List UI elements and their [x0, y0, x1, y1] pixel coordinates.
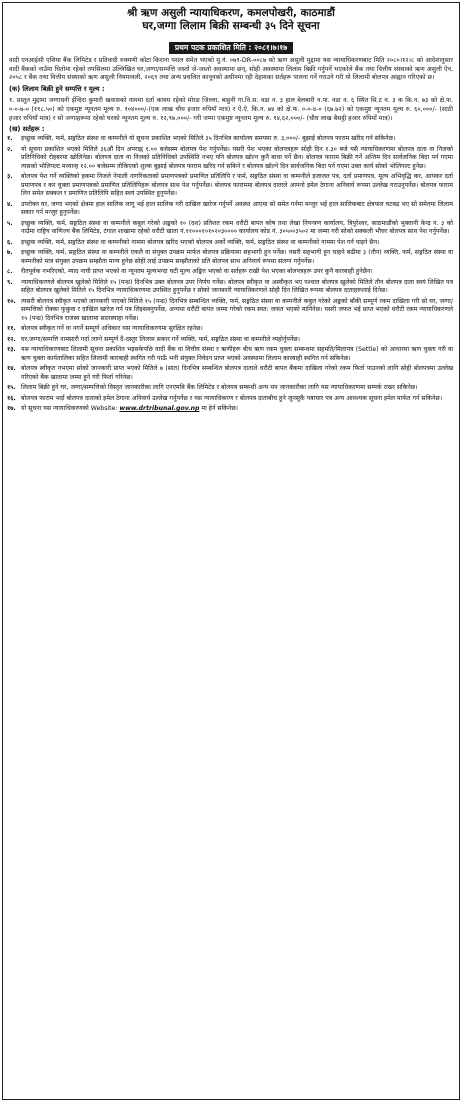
term-item [3, 278, 459, 297]
term-number: १३. [7, 346, 16, 354]
term-item [3, 324, 459, 335]
term-number: ९. [7, 278, 13, 286]
term-item [3, 364, 459, 383]
terms-list [3, 134, 459, 404]
term-number: १६. [7, 394, 16, 402]
term-number: ३. [7, 173, 13, 181]
term-text: त्यसरी बोलपत्र स्वीकृत भएको जानकारी पाएको मितिले १५ (पन्ध्र) दिनभित्र सम्बन्धित व्यक्ति, फर्म, सङ्गठित संस्था वा कम्पनीले कबुल गरेको अङ्कको बाँकी सम्पूर्ण रकम दाखिला गरी सो घर, जग्गा/सम्पत्तिको रोक्का फुकुवा र दाखिल खारेज गर्न पत्र लिइसक्नुपर्नेछ, अन्यथा धरौटी बापत जम्मा गरेको रकम स्वत: जफत भएको मानिनेछ। यसरी जफत भई प्राप्त भएको धरौटी रकम न्यायाधिकरणले १५ (पन्ध्र) दिनभित्र राजस्व खातामा सदरस्याहा गर्नेछ। [21, 297, 453, 322]
term-text: न्यायाधिकरणले बोलपत्र खुलेको मितिले १५ (पन्ध्र) दिनभित्र उक्त बोलपत्र उपर निर्णय गर्नेछ। बोलपत्र स्वीकृत वा अस्वीकृत भए पश्चात बोलपत्र खुलेको मितिले तीन बोलपत्र दाता स्वयं लिखित पत्र सहित बोलपत्र खुलेको मितिले १५ दिनभित्र न्यायाधिकरणमा उपस्थित हुनुपर्नेछ र सोको जानकारी न्यायाधिकरणले सोही दिन लिखित रूपमा बोलपत्र दाताहरूलाई दिनेछ। [21, 278, 453, 295]
term-item [3, 335, 459, 346]
notice-title: घर,जग्गा लिलाम बिक्री सम्बन्धी ३५ दिने सूचना [142, 20, 320, 32]
term-number: ८. [7, 268, 13, 276]
term-text: बोलपत्र स्वीकृत नभएमा सोको जानकारी प्राप्त भएको मितिले ७ (सात) दिनभित्र सम्बन्धित बोलपत्र दाताले धरौटी बापत बैंकमा दाखिला गरेको रकम फिर्ता पाउनको लागि सोही बोलपत्रमा उल्लेख गरिएको बैंक खातामा जम्मा हुने गरी फिर्ता गरिनेछ। [21, 365, 453, 381]
term-number: १५. [7, 384, 16, 392]
term-text: यस न्यायाधिकरणबाट लिलामी सूचना प्रकाशित भइसकेपछि वादी बैंक वा वित्तीय संस्था र ऋणीहरू बीच ऋण रकम चुक्ता सम्बन्धमा सहमति/मिलापत्र (Settle) को आधारमा ऋण चुक्ता गरी वा ऋण चुक्ता कार्यतालिका सहित लिलामी कारबाही स्थगित गरी पाऊँ भनी संयुक्त निवेदन प्राप्त भएको अवस्थामा लिलाम कारबाही स्थगित गर्न सकिनेछ। [21, 346, 453, 362]
website-suffix: मा हेर्न सकिनेछ। [199, 405, 238, 413]
term-number: १२. [7, 335, 16, 343]
publication-date-banner: प्रथम पटक प्रकाशित मिति : २०८१।७।१७ [169, 42, 293, 54]
term-number: ६. [7, 238, 13, 246]
term-number: १०. [7, 297, 16, 305]
term-text: इच्छुक व्यक्ति, फर्म, सङ्गठित संस्था वा कम्पनीले एकलै वा संयुक्त उपक्रम मार्फत बोलपत्र प्रक्रियामा सहभागी हुन पर्नेछ। यसरी सहभागी हुन चाहने बढीमा ३ (तीन) व्यक्ति, फर्म, सङ्गठित संस्था वा कम्पनीको मात्र संयुक्त उपक्रम सम्झौता मान्य हुनेछ सोही लाई उपक्रम सम्झौताको प्रति बोलपत्र साथ अनिवार्य रूपमा संलग्न गर्नुपर्नेछ। [21, 249, 453, 265]
term-item [3, 238, 459, 249]
term-number: ७. [7, 249, 13, 257]
website-prefix: यो सूचना यस न्यायाधिकरणको Website: [21, 405, 120, 413]
term-item [3, 297, 459, 325]
term-text: इच्छुक व्यक्ति, फर्म, सङ्गठित संस्था वा कम्पनीको नाममा बोलपत्र खरिद भएको बोलपत्र अर्को व्यक्ति, फर्म, सङ्गठित संस्था वा कम्पनीको नाममा पेश गर्न पाइने छैन। [21, 238, 380, 246]
property-description: १. प्रस्तुत मुद्दामा जग्गाधनी ईन्दिरा कुमारी खवासको नाममा दर्ता कायम रहेको मोरङ जिल्ला, बाहुनी गा.वि.स. वडा न. ३ हाल बेलबारी न.पा. वडा न. ६ स्थित सि.ट न. ३ क कि.न. ७३ को क्षे.फ. ०-०-७-० (११८.५०) को एकमुष्ट न्यूनतम मूल्य रु. १०४०००/-(एक लाख चौध हजार रुपियाँ मात्र) र ऐ.ऐ. कि.न. ७४ को क्षे.फ. ०-०-४-० (६७.७२) को एकमुष्ट न्यूनतम मूल्य रु. ६०,०००/- (साठी हजार रुपियाँ मात्र) र सो जग्गाहरूमा रहेको घरको न्यूनतम मूल्य रु. १२,९७,०००/- गरी जम्मा एकमुष्ट न्यूनतम मूल्य रु. १४,६२,०००/- (चौध लाख बैसट्ठी हजार रुपियाँ मात्र)। [9, 97, 453, 122]
term-text: घर,जग्गा/सम्पत्ति नामसारी गर्दा लाग्ने सम्पूर्ण दै-दस्तुर लिलाम सकार गर्ने व्यक्ति, फर्म, सङ्गठित संस्था वा कम्पनीले व्यहोर्नुपर्नेछ। [21, 335, 300, 343]
intro-paragraph: वादी एनआईसी एशिया बैंक लिमिटेड र प्रतिवादी रुक्मणी कोटा किराना पसल समेत भएको मु.नं. ०७९-DR-००८७ को ऋण असुली मुद्दामा यस न्यायाधिकरणबाट मिति २०८०।१२।८ को आदेशानुसार वादी बैंकको नाउँमा धितोमा रहेको तपसिलमा उल्लिखित घर,जग्गा/सम्पत्ति जस्तो जे-जस्तो अवस्थामा छन्, सोही अवस्थामा लिलाम बिक्री गर्नुपर्ने भएकोले बैंक तथा वित्तीय संस्थाको ऋण असुली ऐन, २०५८ र बैंक तथा वित्तीय संस्थाको ऋण असुली नियमावली, २०६९ तथा अन्य प्रचलित कानूनको अधीनमा रही देहायका सर्तहरू पालना गर्ने गराउने गरी यो लिलामी बोलपत्र आह्वान गरिएको छ। [9, 57, 453, 82]
term-text [21, 405, 453, 414]
term-text: यो सूचना प्रकाशित भएको मितिले ३६औं दिन अपराह्न १.०० बजेसम्म बोलपत्र पेश गर्नुपर्नेछ। यसरी पेश भएका बोलपत्रहरू सोही दिन १.३० बजे यसै न्यायाधिकरणमा बोलपत्र दाता वा निजको प्रतिनिधिको रोहबरमा खोलिनेछ। बोलपत्र दाता वा निजको प्रतिनिधिको उपस्थिति नभए पनि बोलपत्र खोल्न कुनै बाधा पर्ने छैन। बोलपत्र फाराम बिक्री गर्ने अन्तिम दिन सार्वजनिक बिदा पर्न गएमा त्यसको भोलिपल्ट मध्यान्ह १२.०० बजेसम्म तोकिएको शुल्क बुझाई बोलपत्र फाराम खरिद गर्न सकिने र बोलपत्र खोल्ने दिन सार्वजनिक बिदा पर्न गएमा उक्त कार्य सोको भोलिपल्ट हुनेछ। [21, 145, 453, 170]
term-number: १४. [7, 365, 16, 373]
section-terms-heading: (ख) सर्तहरू : [9, 125, 45, 134]
term-text: उपरोक्त घर, जग्गा भएको क्षेत्रमा हाल सालिक लागू भई हाल सालिक गरी दाखिल खारेज गर्नुपर्ने अवस्था आएमा सो समेत गर्नमा मन्जुर भई हाल सालिकबाट क्षेत्रफल घटबढ भए सो समेतमा लिलाम सकार गर्न मन्जुर हुनुपर्नेछ। [21, 200, 453, 217]
term-number: ५. [7, 219, 13, 227]
publication-banner-wrap [3, 35, 459, 54]
term-item [3, 267, 459, 278]
term-number: ४. [7, 200, 13, 208]
term-number: १. [7, 135, 13, 143]
notice-page [2, 2, 460, 1100]
term-number: ११. [7, 325, 16, 333]
tribunal-title: श्री ऋण असुली न्यायाधिकरण, कमलपोखरी, काठमाडौं [127, 7, 335, 19]
term-item [3, 200, 459, 219]
term-text: बोलपत्र पेश गर्ने व्यक्तिको हकमा निजले नेपाली नागरिकताको प्रमाणपत्रको प्रमाणित प्रतिलिपि र फर्म, सङ्गठित संस्था वा कम्पनीले इजाजत पत्र, दर्ता प्रमाणपत्र, मूल्य अभिवृद्धि कर, आयकर दर्ता प्रमाणपत्र र कर चुक्ता प्रमाणपत्रको प्रमाणित प्रतिलिपिहरू बोलपत्र साथ पेश गर्नुपर्नेछ। बोलपत्र फाराममा बोलपत्र दाताले आफ्नो इमेल ठेगाना अनिवार्य रूपमा उल्लेख गराउनुपर्नेछ। बोलपत्र फाराम लिन समेत सक्कल र प्रमाणित प्रतिलिपि सहित स्वयं उपस्थित हुनुपर्नेछ। [21, 173, 453, 198]
term-number: १७. [7, 405, 16, 413]
term-item [3, 345, 459, 364]
term-text: इच्छुक व्यक्ति, फर्म, सङ्गठित संस्था वा कम्पनीले यो सूचना प्रकाशित भएको मितिले ३५ दिनभित्र कार्यालय समयमा रु. ३,०००/- बुझाई बोलपत्र फाराम खरिद गर्न सकिनेछ। [21, 135, 396, 143]
term-text: इच्छुक व्यक्ति, फर्म, सङ्गठित संस्था वा कम्पनीले कबुल गरेको अङ्कको १० (दश) प्रतिशत रकम धरौटी बापत कोष तथा लेखा नियन्त्रण कार्यालय, त्रिपुरेश्वर, काठमाडौंको भुक्तानी केन्द्र न. ३ को नाउँमा राष्ट्रिय वाणिज्य बैंक लिमिटेड, टंगाल शाखामा रहेको धरौटी खाता नं.११०००१०१०२०३०००० कार्यालय कोड नं. ३०५००३५०२ मा जम्मा गरी सोको सक्कली भौचर बोलपत्र साथ पेश गर्नुपर्नेछ। [21, 219, 453, 236]
term-item-last [3, 404, 459, 415]
term-text: बोलपत्र फाराम भर्दा बोलपत्र दाताको इमेल ठेगाना अनिवार्य उल्लेख गर्नुपर्नेछ र यस न्यायाधिकरण र बोलपत्र दाताबीच हुने जुनसुकै पत्राचार पत्र अन्य आवश्यक सूचना इमेल मार्फत गर्न सकिनेछ। [21, 394, 443, 402]
website-link[interactable]: www.drtribunal.gov.np [119, 405, 200, 413]
term-item [3, 145, 459, 173]
term-item [3, 248, 459, 267]
term-item [3, 219, 459, 238]
term-text: रीतपूर्वक नभरिएको, म्याद नाघी प्राप्त भएको वा न्यूनतम मूल्यभन्दा घटी मूल्य अङ्कित भएको वा सर्तहरू राखी पेश भएका बोलपत्रहरू उपर कुनै कारबाही हुनेछैन। [21, 268, 373, 276]
section-property-heading: (क) लिलाम बिक्री हुने सम्पत्ति र मूल्य : [9, 85, 105, 94]
term-item [3, 172, 459, 200]
term-number: २. [7, 145, 13, 153]
term-item [3, 383, 459, 394]
term-text: लिलाम बिक्री हुने घर, जग्गा/सम्पत्तिको विस्तृत जानकारीका लागि एनएमबि बैंक लिमिटेड र बोलपत्र सम्बन्धी अन्य थप जानकारीका लागि यस न्यायाधिकरणमा सम्पर्क राख्न सकिनेछ। [21, 384, 418, 392]
term-item [3, 134, 459, 145]
term-text: बोलपत्र स्वीकृत गर्ने वा नगर्ने सम्पूर्ण अधिकार यस न्यायाधिकरणमा सुरक्षित रहनेछ। [21, 325, 203, 333]
term-item [3, 394, 459, 405]
